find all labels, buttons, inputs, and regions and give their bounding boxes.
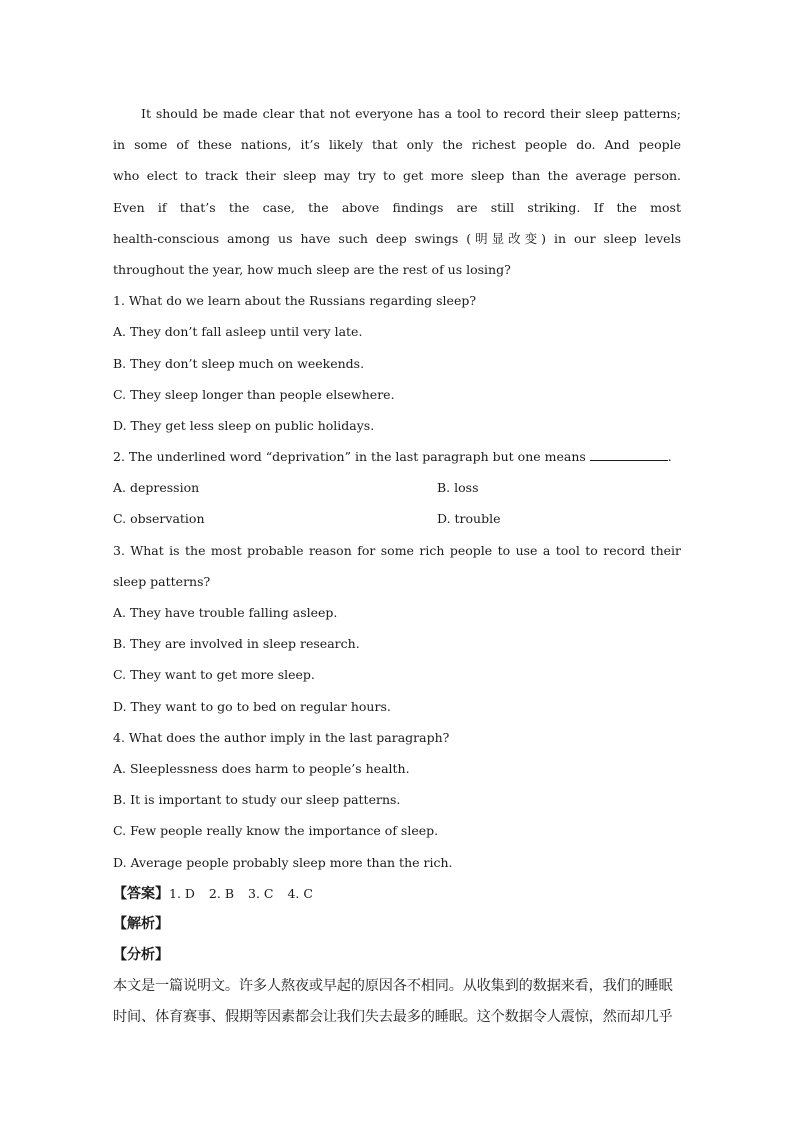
q3-option-a: A. They have trouble falling asleep. <box>113 605 338 620</box>
jiexi-heading: 【解析】 <box>113 915 169 932</box>
passage-line-1: It should be made clear that not everyone has a tool to record their sleep patterns; <box>141 106 681 121</box>
q2-option-b: B. loss <box>437 480 479 496</box>
q1-option-d: D. They get less sleep on public holidays. <box>113 417 375 433</box>
q2-option-c: C. observation <box>113 511 205 527</box>
q3-stem-line-1: 3. What is the most probable reason for some rich people to use a tool to record their <box>113 542 681 558</box>
q2-stem-text: 2. The underlined word “deprivation” in the last paragraph but one means <box>113 449 590 465</box>
answer-item-4: 4. C <box>287 885 313 901</box>
answer-item-2: 2. B <box>208 885 235 901</box>
q4-option-d: D. Average people probably sleep more than the rich. <box>113 854 453 870</box>
answer-line <box>113 878 681 909</box>
answer-item-3: 3. C <box>248 885 274 901</box>
fenxi-heading: 【分析】 <box>113 947 169 964</box>
analysis-line-2: 时间、体育赛事、假期等因素都会让我们失去最多的睡眠。这个数据令人震惊，然而却几乎 <box>113 1009 673 1026</box>
passage-line-2: in some of these nations, it’s likely that only the richest people do. And people <box>113 137 681 153</box>
q3-option-d: D. They want to go to bed on regular hours. <box>113 698 391 714</box>
q4-option-c: C. Few people really know the importance of sleep. <box>113 823 439 839</box>
q1-option-c: C. They sleep longer than people elsewhere. <box>113 386 395 402</box>
q2-options-row-1 <box>113 472 681 503</box>
q3-option-c: C. They want to get more sleep. <box>113 667 315 683</box>
q2-blank <box>590 448 668 461</box>
q2-option-a: A. depression <box>113 480 200 496</box>
document-page <box>113 98 681 1034</box>
q3-option-b: B. They are involved in sleep research. <box>113 636 360 652</box>
passage-line-6: throughout the year, how much sleep are the rest of us losing? <box>113 261 511 277</box>
answer-item-1: 1. D <box>169 885 195 901</box>
q1-stem: 1. What do we learn about the Russians regarding sleep? <box>113 293 477 309</box>
q2-options-row-2 <box>113 503 681 534</box>
passage-line-5: health-conscious among us have such deep swings (明显改变) in our sleep levels <box>113 230 681 246</box>
q1-option-b: B. They don’t sleep much on weekends. <box>113 355 365 371</box>
q2-stem-end: . <box>667 449 672 465</box>
q2-option-d: D. trouble <box>437 511 501 527</box>
passage-line-4: Even if that’s the case, the above findings are still striking. If the most <box>113 199 681 215</box>
q1-option-a: A. They don’t fall asleep until very late. <box>113 324 363 340</box>
q3-stem-line-2: sleep patterns? <box>113 573 211 589</box>
answer-label: 【答案】 <box>113 885 169 902</box>
q2-stem <box>113 441 681 472</box>
analysis-line-1: 本文是一篇说明文。许多人熬夜或早起的原因各不相同。从收集到的数据来看，我们的睡眠 <box>113 978 673 995</box>
passage-line-3: who elect to track their sleep may try to get more sleep than the average person. <box>113 168 681 184</box>
q4-option-a: A. Sleeplessness does harm to people’s health. <box>113 760 410 776</box>
q4-stem: 4. What does the author imply in the last paragraph? <box>113 729 450 745</box>
q4-option-b: B. It is important to study our sleep patterns. <box>113 792 401 808</box>
